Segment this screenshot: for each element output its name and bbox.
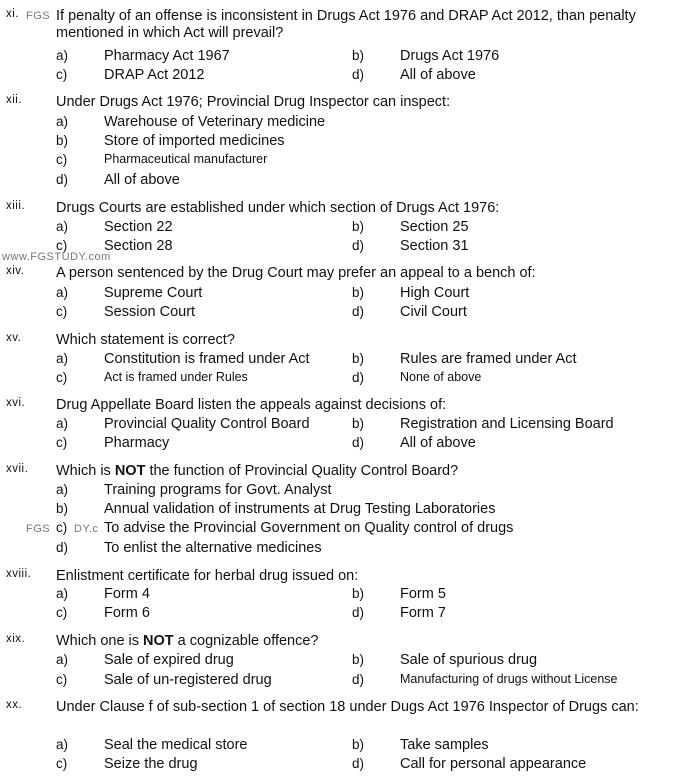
option-row — [0, 605, 694, 624]
option-b: Rules are framed under Act — [400, 351, 577, 367]
option-label-a: a) — [56, 285, 69, 300]
option-label-d: d) — [352, 756, 365, 771]
option-label-a: a) — [56, 416, 69, 431]
option-b: Registration and Licensing Board — [400, 416, 614, 432]
option-b: Take samples — [400, 737, 489, 753]
option-c: Act is framed under Rules — [104, 370, 248, 384]
option-row — [0, 133, 694, 152]
option-label-c: c) — [56, 67, 68, 82]
option-a: Supreme Court — [104, 285, 203, 301]
option-d: To enlist the alternative medicines — [104, 540, 322, 556]
option-a: Sale of expired drug — [104, 652, 234, 668]
question-text-part: the function of Provincial Quality Control Board? — [145, 463, 459, 479]
option-b: Form 5 — [400, 586, 446, 602]
option-a: Seal the medical store — [104, 737, 248, 753]
option-a: Form 4 — [104, 586, 150, 602]
option-row — [0, 304, 694, 323]
option-row — [0, 416, 694, 435]
option-b: Section 25 — [400, 219, 469, 235]
option-label-d: d) — [352, 238, 365, 253]
option-label-c: c) — [56, 435, 68, 450]
option-label-c: c) — [56, 756, 68, 771]
option-label-a: a) — [56, 114, 69, 129]
option-row — [0, 67, 694, 86]
option-d: Civil Court — [400, 304, 467, 320]
option-a: Training programs for Govt. Analyst — [104, 482, 332, 498]
option-c: Pharmacy — [104, 435, 170, 451]
option-row — [0, 652, 694, 671]
option-a: Section 22 — [104, 219, 173, 235]
option-label-d: d) — [56, 172, 69, 187]
option-c: Pharmaceutical manufacturer — [104, 152, 268, 166]
option-row — [0, 501, 694, 520]
question-text: Drug Appellate Board listen the appeals against decisions of: — [56, 397, 447, 413]
option-d: All of above — [400, 435, 476, 451]
option-row — [0, 351, 694, 370]
option-row — [0, 172, 694, 191]
option-label-a: a) — [56, 482, 69, 497]
option-b: Drugs Act 1976 — [400, 48, 500, 64]
option-c: To advise the Provincial Government on Quality control of drugs — [104, 520, 514, 536]
question-text: Under Clause f of sub-section 1 of section 18 under Dugs Act 1976 Inspector of Drugs can: — [56, 699, 639, 715]
option-label-a: a) — [56, 219, 69, 234]
option-label-d: d) — [352, 605, 365, 620]
question-number: xii. — [6, 94, 23, 106]
option-b: High Court — [400, 285, 470, 301]
option-label-b: b) — [56, 133, 69, 148]
watermark: DY.c — [74, 523, 99, 535]
question-number: xvi. — [6, 397, 26, 409]
option-label-c: c) — [56, 370, 68, 385]
option-a: Constitution is framed under Act — [104, 351, 310, 367]
option-row — [0, 370, 694, 389]
option-label-a: a) — [56, 737, 69, 752]
option-label-c: c) — [56, 152, 68, 167]
option-label-a: a) — [56, 48, 69, 63]
question-number: xiii. — [6, 200, 26, 212]
option-d: Form 7 — [400, 605, 446, 621]
option-b: Store of imported medicines — [104, 133, 285, 149]
question-text: Enlistment certificate for herbal drug issued on: — [56, 568, 359, 584]
option-d: All of above — [400, 67, 476, 83]
question-number: xix. — [6, 633, 26, 645]
option-row — [0, 756, 694, 775]
option-label-c: c) — [56, 304, 68, 319]
question-text — [56, 463, 686, 480]
option-label-b: b) — [352, 652, 365, 667]
option-label-d: d) — [56, 540, 69, 555]
option-label-b: b) — [352, 737, 365, 752]
option-a: Pharmacy Act 1967 — [104, 48, 230, 64]
option-row — [0, 482, 694, 501]
option-b: Sale of spurious drug — [400, 652, 538, 668]
option-row — [0, 114, 694, 133]
option-label-a: a) — [56, 586, 69, 601]
question-number: xiv. — [6, 265, 25, 277]
question-text-part: a cognizable offence? — [173, 633, 319, 649]
option-row — [0, 520, 694, 539]
question-text-part: Which one is — [56, 633, 144, 649]
question-text: Drugs Courts are established under which section of Drugs Act 1976: — [56, 200, 500, 216]
option-label-d: d) — [352, 672, 365, 687]
option-d: Manufacturing of drugs without License — [400, 672, 618, 686]
option-b: Annual validation of instruments at Drug Testing Laboratories — [104, 501, 496, 517]
question-text-emphasis: NOT — [143, 633, 174, 649]
question-number: xx. — [6, 699, 23, 711]
option-label-a: a) — [56, 652, 69, 667]
option-row — [0, 540, 694, 559]
option-d: Call for personal appearance — [400, 756, 587, 772]
option-c: DRAP Act 2012 — [104, 67, 205, 83]
option-label-b: b) — [352, 351, 365, 366]
option-row — [0, 285, 694, 304]
watermark: www.FGSTUDY.com — [2, 251, 111, 263]
option-label-b: b) — [352, 219, 365, 234]
question-text — [56, 633, 686, 650]
question-number: xi. — [6, 8, 19, 20]
option-label-c: c) — [56, 672, 68, 687]
option-label-c: c) — [56, 520, 68, 535]
option-label-d: d) — [352, 67, 365, 82]
option-label-b: b) — [352, 586, 365, 601]
option-label-d: d) — [352, 304, 365, 319]
option-c: Sale of un-registered drug — [104, 672, 272, 688]
option-c: Seize the drug — [104, 756, 198, 772]
option-a: Warehouse of Veterinary medicine — [104, 114, 326, 130]
option-d: None of above — [400, 370, 482, 384]
watermark: FGS — [26, 523, 51, 535]
option-c: Section 28 — [104, 238, 173, 254]
option-d: Section 31 — [400, 238, 469, 254]
question-text: Under Drugs Act 1976; Provincial Drug Inspector can inspect: — [56, 94, 451, 110]
option-label-d: d) — [352, 435, 365, 450]
option-row — [0, 672, 694, 691]
question-text-emphasis: NOT — [114, 463, 146, 479]
option-row — [0, 152, 694, 171]
option-label-b: b) — [352, 285, 365, 300]
option-row — [0, 48, 694, 67]
question-text: If penalty of an offense is inconsistent in Drugs Act 1976 and DRAP Act 2012, than penalty mentioned in which Act will prevail? — [56, 8, 636, 41]
option-label-c: c) — [56, 605, 68, 620]
option-row — [0, 737, 694, 756]
option-label-a: a) — [56, 351, 69, 366]
question-number: xviii. — [6, 568, 32, 580]
question-number: xvii. — [6, 463, 29, 475]
question-text: A person sentenced by the Drug Court may prefer an appeal to a bench of: — [56, 265, 536, 281]
option-label-b: b) — [56, 501, 69, 516]
question-text: Which statement is correct? — [56, 332, 235, 348]
option-c: Session Court — [104, 304, 196, 320]
option-c: Form 6 — [104, 605, 150, 621]
option-label-b: b) — [352, 48, 365, 63]
option-a: Provincial Quality Control Board — [104, 416, 310, 432]
option-row — [0, 435, 694, 454]
option-row — [0, 219, 694, 238]
option-label-b: b) — [352, 416, 365, 431]
option-label-c: c) — [56, 238, 68, 253]
watermark: FGS — [26, 10, 51, 22]
option-row — [0, 586, 694, 605]
question-number: xv. — [6, 332, 22, 344]
option-d: All of above — [104, 172, 180, 188]
question-text-part: Which is — [56, 463, 115, 479]
option-label-d: d) — [352, 370, 365, 385]
